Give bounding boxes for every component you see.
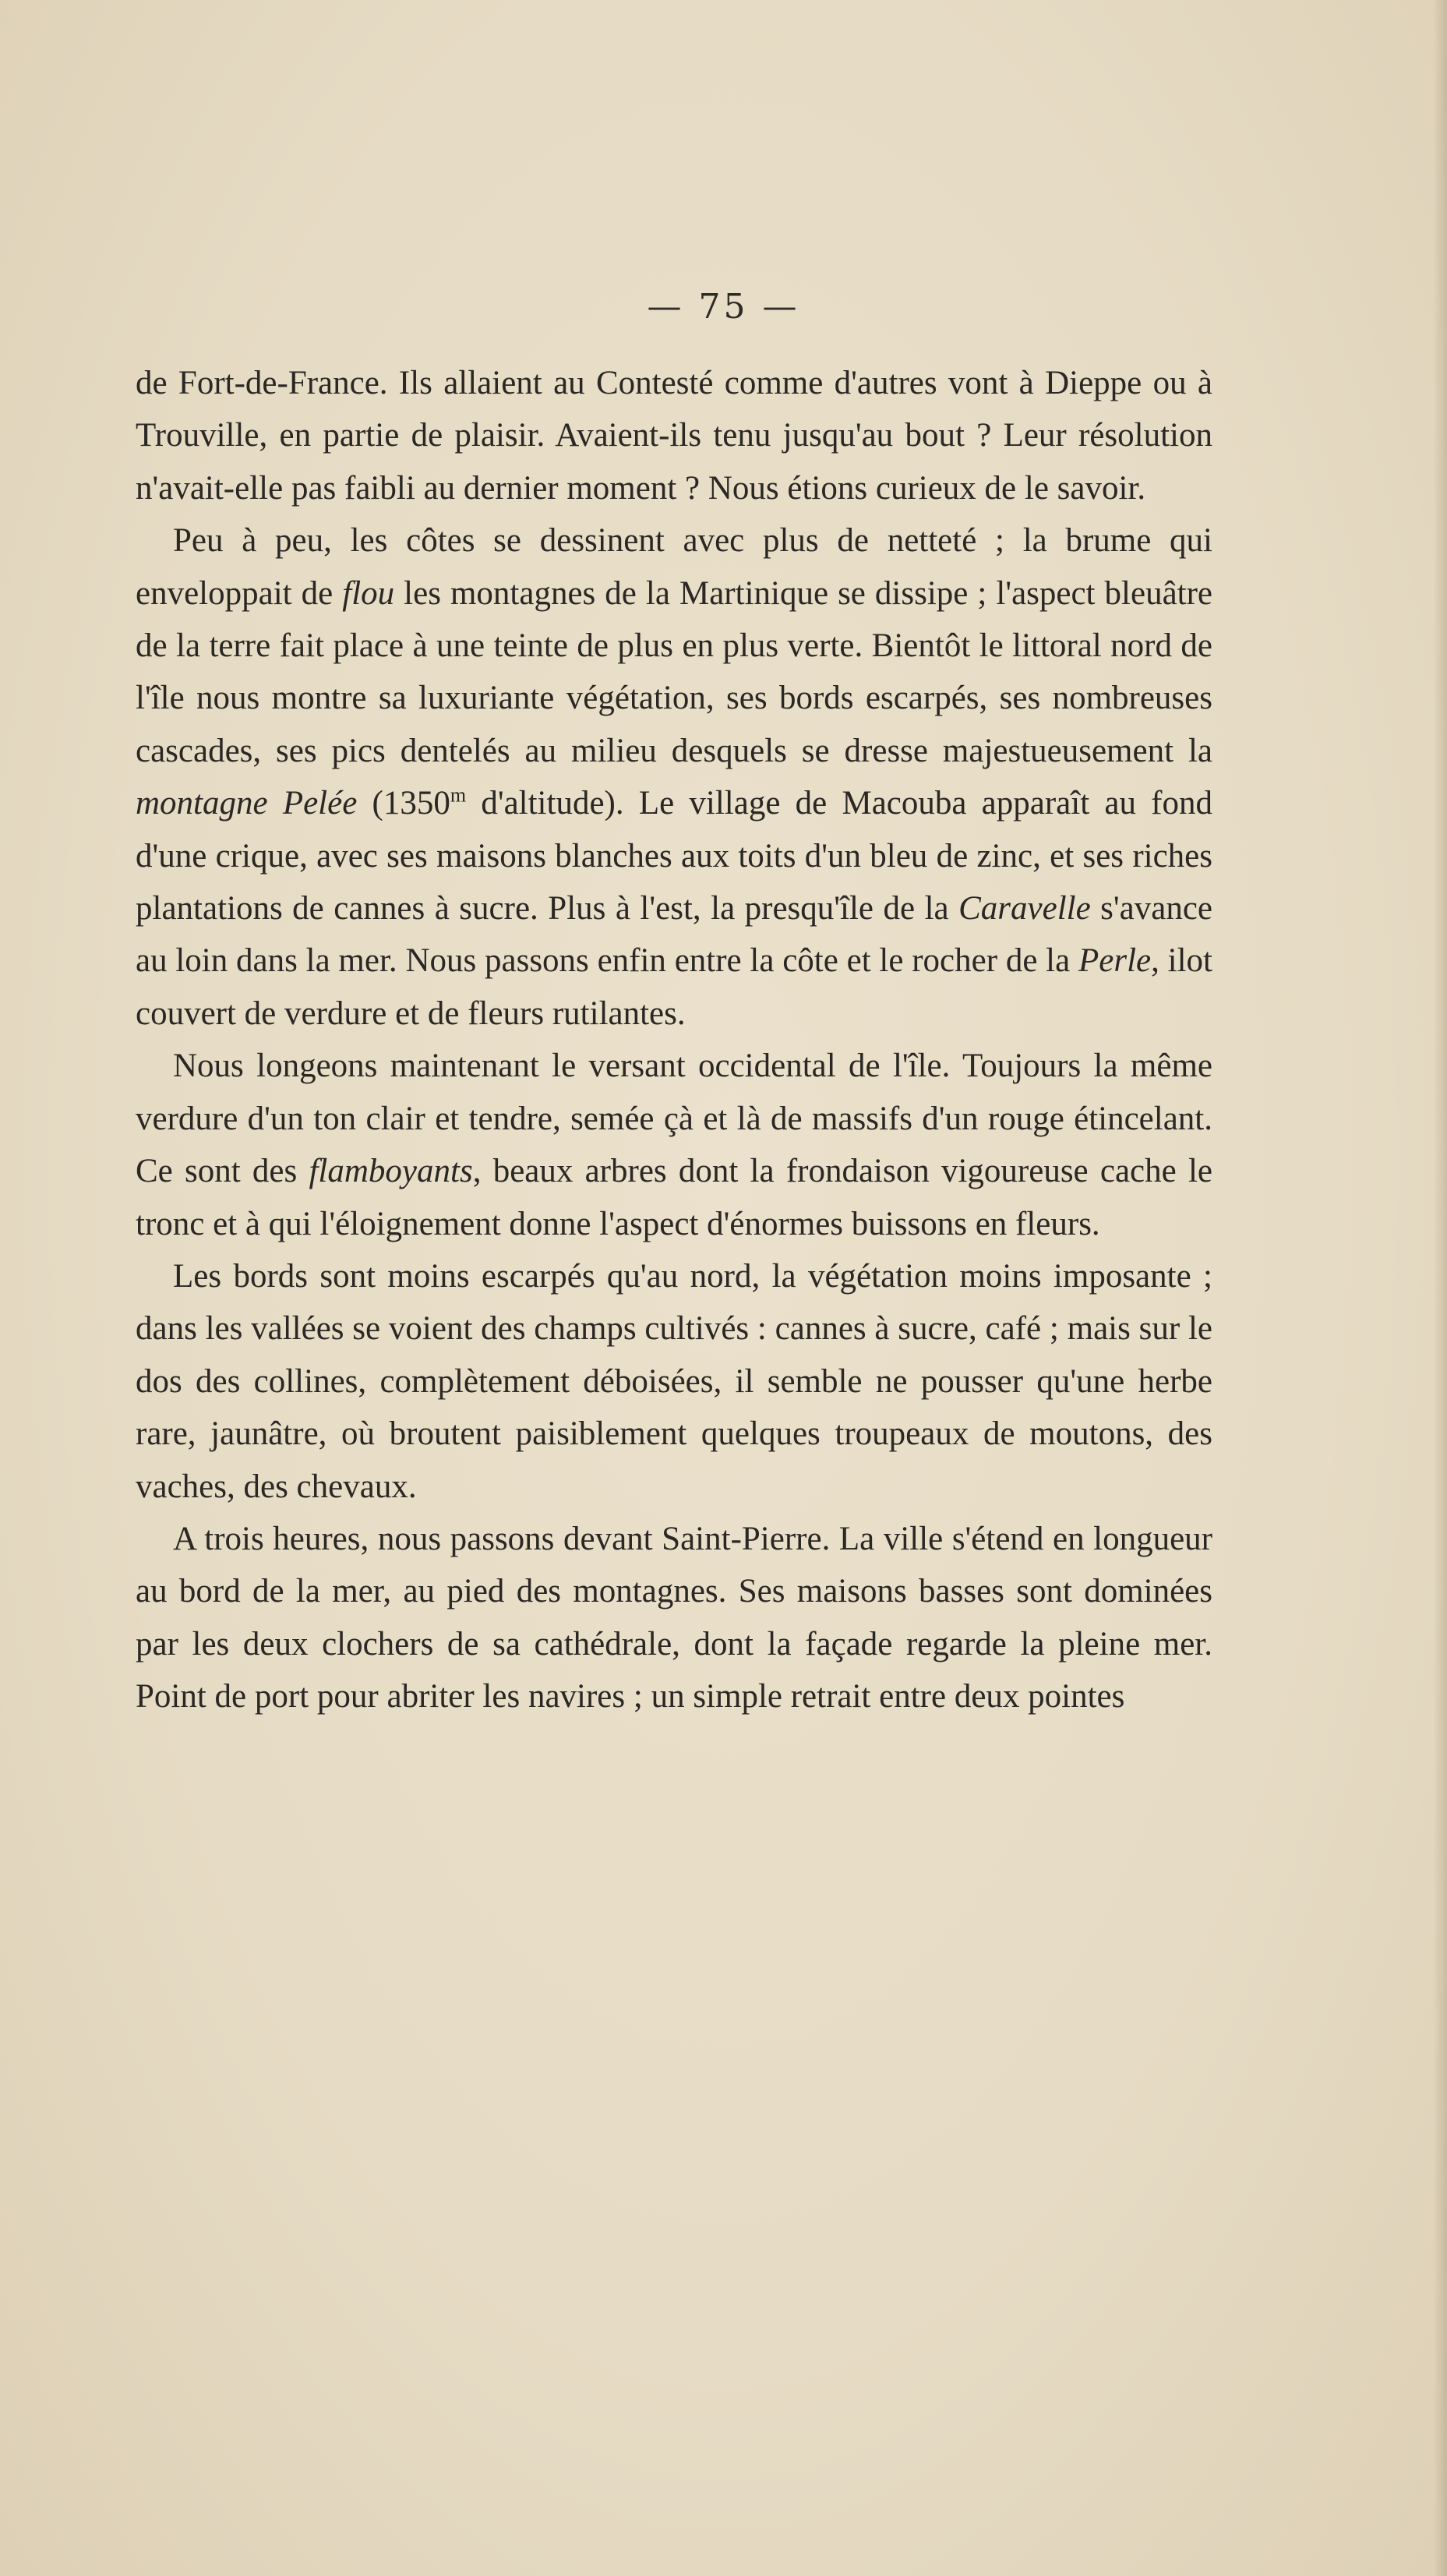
paragraph bbox=[136, 357, 1212, 514]
body-text bbox=[136, 357, 1212, 1723]
text-run: de Fort-de-France. Ils allaient au Contesté comme d'autres vont à Dieppe ou à Trouville, en partie de plaisir. Avaient-ils tenu jusqu'au bout ? Leur résolution n'avait-elle pas faibli au dernier moment ? Nous étions curieux de le savoir. bbox=[136, 365, 1212, 507]
page-edge-shadow bbox=[1433, 0, 1447, 2576]
text-run: Nous longeons maintenant le versant occidental de l'île. Toujours la même verdure d'un ton clair et tendre, semée çà et là de massifs d'un rouge étincelant. Ce sont des bbox=[136, 1048, 1212, 1190]
italic-text: Caravelle bbox=[958, 890, 1091, 928]
page-number: — 75 — bbox=[647, 287, 800, 327]
paragraph bbox=[136, 1513, 1212, 1723]
text-run: s'avance au loin dans la mer. Nous passons enfin entre la côte et le rocher de la bbox=[136, 890, 1212, 980]
text-run: (1350 bbox=[357, 785, 450, 822]
text-run: A trois heures, nous passons devant Saint-Pierre. La ville s'étend en longueur au bord de la mer, au pied des montagnes. Ses maisons basses sont dominées par les deux clochers de sa cathédrale, dont la façade regarde la pleine mer. Point de port pour abriter les navires ; un simple retrait entre deux pointes bbox=[136, 1520, 1212, 1716]
text-run: d'altitude). Le village de Macouba apparaît au fond d'une crique, avec ses maisons blanches aux toits d'un bleu de zinc, et ses riches plantations de cannes à sucre. Plus à l'est, la presqu'île de la bbox=[136, 785, 1213, 928]
text-run: Peu à peu, les côtes se dessinent avec plus de netteté ; la brume qui enveloppait de bbox=[136, 522, 1212, 612]
text-run: les montagnes de la Martinique se dissipe ; l'aspect bleuâtre de la terre fait place à une teinte de plus en plus verte. Bientôt le littoral nord de l'île nous montre sa luxuriante végétation, ses bords escarpés, ses nombreuses cascades, ses pics dentelés au milieu desquels se dresse majestueusement la bbox=[136, 574, 1213, 769]
italic-text: Perle bbox=[1078, 942, 1152, 980]
italic-text: montagne Pelée bbox=[136, 785, 358, 822]
paragraph bbox=[136, 1250, 1212, 1513]
superscript-text: m bbox=[450, 783, 467, 807]
text-run: , ilot couvert de verdure et de fleurs rutilantes. bbox=[136, 942, 1212, 1032]
italic-text: flou bbox=[342, 574, 395, 612]
text-run: , beaux arbres dont la frondaison vigoureuse cache le tronc et à qui l'éloignement donne l'aspect d'énormes buissons en fleurs. bbox=[136, 1153, 1212, 1242]
paragraph bbox=[136, 1040, 1212, 1250]
text-run: Les bords sont moins escarpés qu'au nord, la végétation moins imposante ; dans les vallées se voient des champs cultivés : cannes à sucre, café ; mais sur le dos des collines, complètement déboisées, il semble ne pousser qu'une herbe rare, jaunâtre, où broutent paisiblement quelques troupeaux de moutons, des vaches, des chevaux. bbox=[136, 1257, 1212, 1505]
paragraph bbox=[136, 514, 1212, 1040]
italic-text: flamboyants bbox=[309, 1153, 473, 1190]
